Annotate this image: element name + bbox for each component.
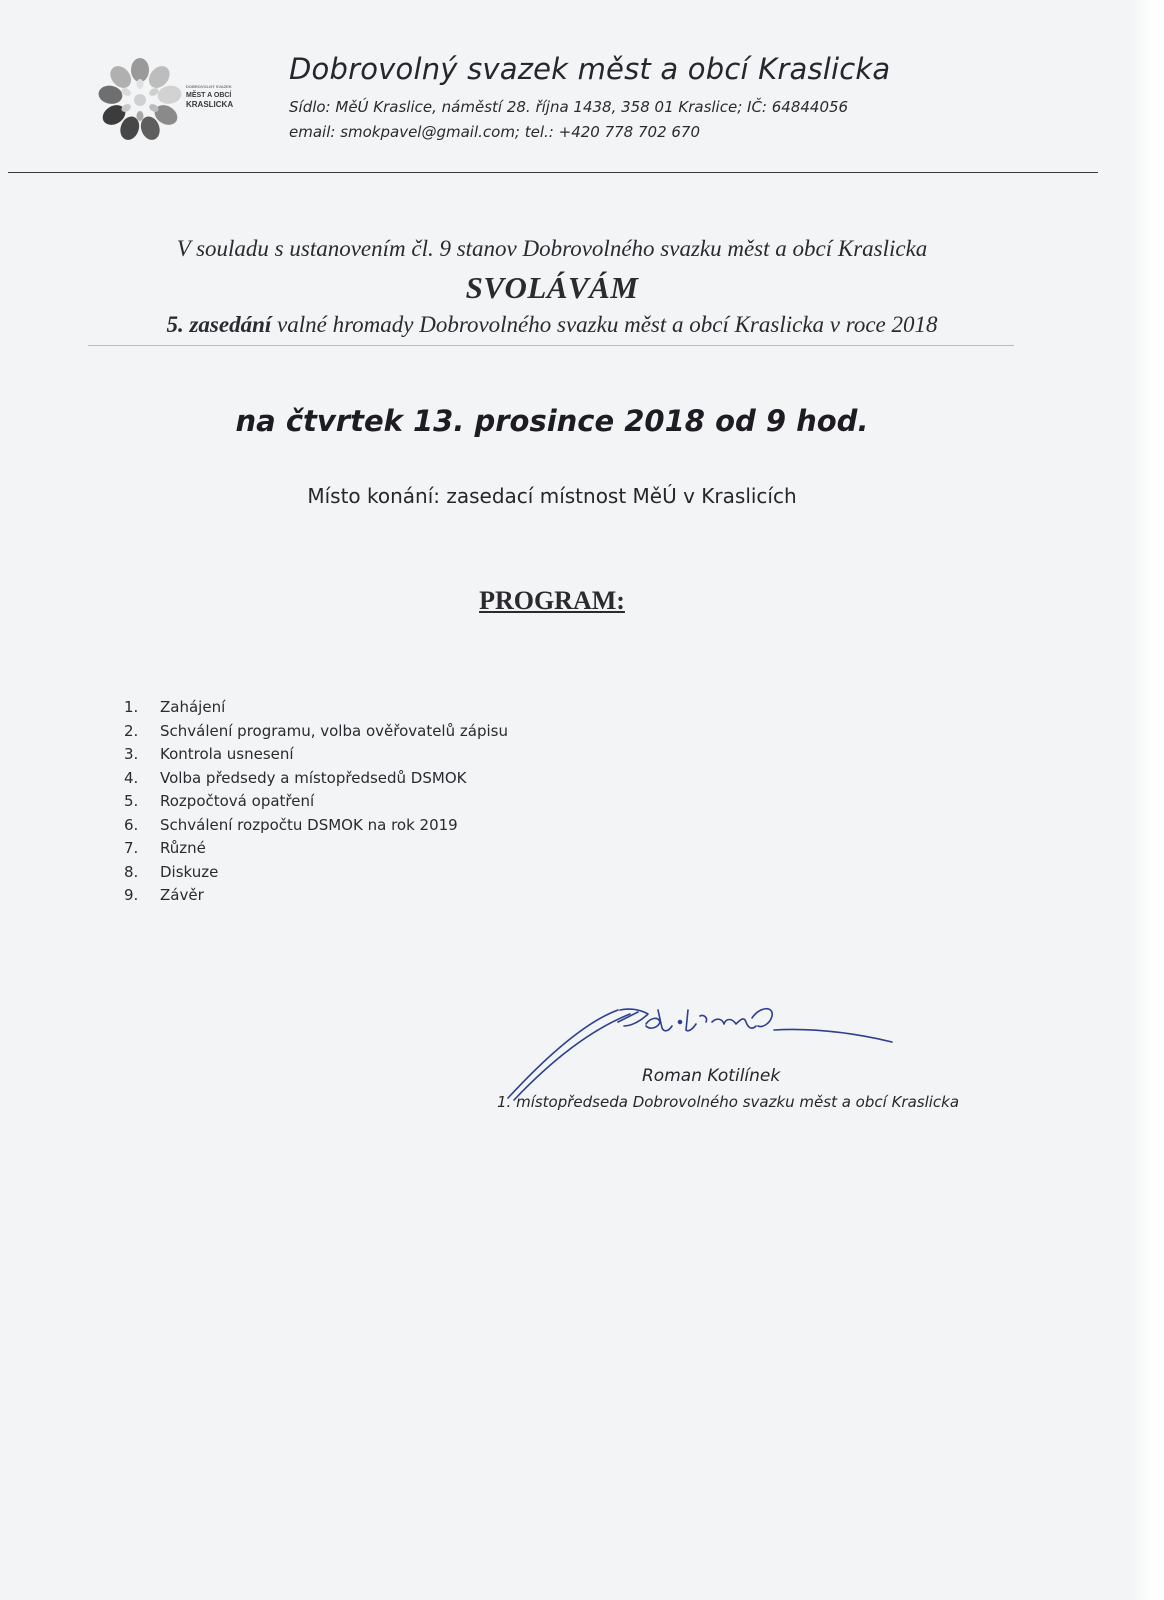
logo-petals	[97, 58, 183, 143]
list-item	[124, 837, 508, 861]
program-list	[124, 696, 508, 908]
item-text: Zahájení	[160, 698, 226, 716]
meeting-number: 5. zasedání	[166, 312, 272, 337]
list-item	[124, 743, 508, 767]
list-item	[124, 884, 508, 908]
meeting-divider	[88, 345, 1014, 346]
list-item	[124, 814, 508, 838]
organization-logo	[88, 50, 193, 150]
item-number: 1.	[124, 698, 139, 716]
item-number: 9.	[124, 886, 139, 904]
item-text: Závěr	[160, 886, 204, 904]
logo-line-3: KRASLICKA	[186, 100, 234, 109]
item-text: Rozpočtová opatření	[160, 792, 315, 810]
item-text: Volba předsedy a místopředsedů DSMOK	[160, 768, 467, 787]
item-text: Různé	[160, 839, 206, 857]
organization-name: Dobrovolný svazek měst a obcí Kraslicka	[289, 52, 891, 86]
item-text: Kontrola usnesení	[160, 745, 294, 763]
organization-contact: email: smokpavel@gmail.com; tel.: +420 778 702 670	[289, 123, 701, 141]
notice-meeting-line	[0, 312, 1104, 338]
list-item	[124, 696, 508, 720]
signer-name: Roman Kotilínek	[642, 1066, 781, 1086]
signer-role: 1. místopředseda Dobrovolného svazku měst a obcí Kraslicka	[497, 1093, 960, 1111]
item-text: Schválení rozpočtu DSMOK na rok 2019	[160, 815, 458, 834]
item-number: 4.	[124, 768, 139, 787]
list-item	[124, 767, 508, 791]
paper-edge	[1130, 0, 1164, 1600]
item-text: Schválení programu, volba ověřovatelů zápisu	[160, 721, 508, 740]
organization-address: Sídlo: MěÚ Kraslice, náměstí 28. října 1438, 358 01 Kraslice; IČ: 64844056	[289, 98, 849, 116]
notice-convene-heading: SVOLÁVÁM	[465, 270, 639, 305]
list-item	[124, 720, 508, 744]
list-item	[124, 790, 508, 814]
item-number: 5.	[124, 792, 139, 810]
meeting-date: na čtvrtek 13. prosince 2018 od 9 hod.	[235, 404, 869, 438]
meeting-description: valné hromady Dobrovolného svazku měst a obcí Kraslicka v roce 2018	[271, 312, 938, 337]
item-number: 8.	[124, 862, 139, 881]
logo-line-1: DOBROVOLNÝ SVAZEK	[186, 84, 232, 89]
item-text: Diskuze	[160, 862, 219, 881]
list-item	[124, 861, 508, 885]
logo-line-2: MĚST A OBCÍ	[186, 92, 232, 99]
item-number: 2.	[124, 721, 139, 740]
item-number: 7.	[124, 839, 139, 857]
item-number: 3.	[124, 745, 139, 763]
notice-intro: V souladu s ustanovením čl. 9 stanov Dobrovolného svazku měst a obcí Kraslicka	[176, 236, 928, 261]
meeting-venue: Místo konání: zasedací místnost MěÚ v Kraslicích	[307, 484, 797, 508]
logo-wordmark	[186, 82, 233, 109]
header-divider	[8, 172, 1098, 173]
program-heading: PROGRAM:	[479, 586, 625, 615]
item-number: 6.	[124, 815, 139, 834]
